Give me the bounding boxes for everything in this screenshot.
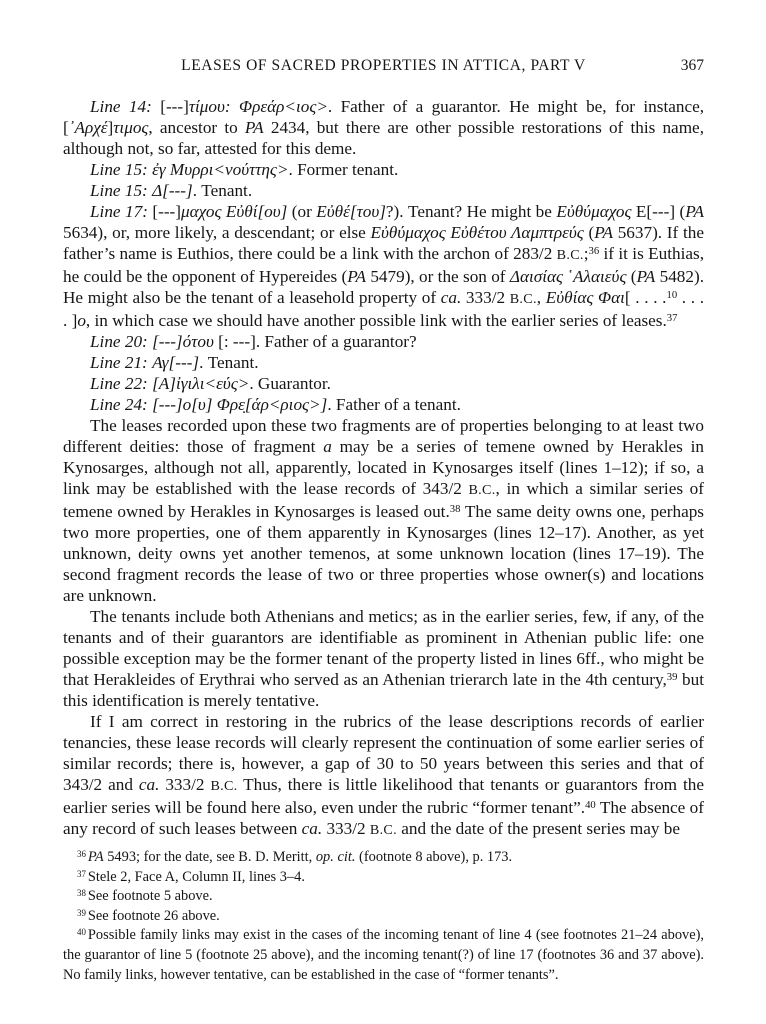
text-run: Εὐθύμαχος Εὐθέτου Λαμπτρεύς — [370, 223, 584, 242]
text-run: Thus, there is little likelihood that tenants or guarantors from the earlier series will be found here also, even under the rubric “former tenant”. — [63, 775, 704, 817]
footnote-number: 38 — [77, 888, 86, 899]
text-run: PA — [244, 118, 264, 137]
text-run: . Father of a tenant. — [327, 395, 461, 414]
text-run: 333/2 — [322, 819, 370, 838]
text-run: ο — [77, 311, 86, 330]
running-title: LEASES OF SACRED PROPERTIES IN ATTICA, PART V — [181, 57, 586, 74]
paragraph — [63, 159, 704, 180]
paragraph — [63, 331, 704, 352]
text-run: τιμος — [113, 118, 149, 137]
footnote — [63, 926, 704, 985]
footnote — [63, 887, 704, 907]
text-run: [---] — [152, 202, 181, 221]
text-run: See footnote 5 above. — [87, 888, 213, 905]
text-run: Δ[---] — [152, 181, 193, 200]
text-run: [---] — [160, 97, 189, 116]
page-header — [63, 57, 704, 76]
text-run: , in which a similar series of temene owned by Herakles in Kynosarges is leased out. — [63, 479, 704, 521]
text-run: 5479), or the son of — [365, 267, 510, 286]
text-run: B.C. — [369, 822, 397, 838]
text-run: Line 24: — [90, 395, 153, 414]
text-run: If I am correct in restoring in the rubrics of the lease descriptions records of earlier tenancies, these lease records will clearly represent the continuation of some earlier series of similar records; there is, however, a gap of 30 to 50 years between this series and that of 343/2 and — [63, 712, 704, 794]
text-run: Line 15: — [90, 181, 153, 200]
text-run: 5634), or, more likely, a descendant; or else — [63, 223, 371, 242]
text-run: ca. — [138, 775, 160, 794]
text-run: 5493; for the date, see B. D. Meritt, — [103, 849, 316, 865]
text-run: Line 20: — [90, 332, 153, 351]
paragraph — [63, 415, 704, 606]
text-run: The same deity owns one, perhaps two more properties, one of them apparently in Kynosarges (lines 12–17). Another, as yet unknown, deity owns yet another temenos, at some unknown location (lines 17–19). The second fragment records the lease of two or three properties whose owner(s) and locations are unknown. — [63, 502, 704, 605]
footnote-ref: 36 — [588, 246, 600, 258]
text-run: PA — [594, 223, 613, 242]
text-run: 2434, but there are other possible restorations of this name, although not, so far, attested for this deme. — [63, 118, 704, 158]
text-run: . Tenant. — [199, 353, 259, 372]
text-run: , ancestor to — [148, 118, 245, 137]
text-run: , in which case we should have another possible link with the earlier series of leases. — [85, 311, 667, 330]
page-content — [63, 57, 704, 985]
text-run: (or — [287, 202, 317, 221]
paragraph — [63, 711, 704, 841]
text-run: The tenants include both Athenians and metics; as in the earlier series, few, if any, of the tenants and of their guarantors are identifiable as prominent in Athenian public life: one possible exception may be the former tenant of the property listed in lines 6ff., who might be that Herakleides of Erythrai who served as an Athenian trierarch late in the 4th century, — [63, 607, 704, 689]
text-run: . Tenant. — [192, 181, 253, 200]
text-run: Line 15: — [90, 160, 153, 179]
text-run: τίμου: Φρεάρ<ιος> — [188, 97, 328, 116]
text-run: Line 22: — [90, 374, 153, 393]
text-run: [---]ότου — [152, 332, 214, 351]
text-run: 5482). He might also be the tenant of a leasehold property of — [63, 267, 704, 307]
paragraph — [63, 201, 704, 331]
text-run: . . . . ] — [63, 288, 705, 330]
text-run: Αγ[---] — [152, 353, 200, 372]
text-run: but this identification is merely tentative. — [63, 670, 704, 710]
body-paragraphs — [63, 96, 704, 841]
footnote-ref: 37 — [666, 313, 678, 325]
text-run: B.C. — [509, 291, 537, 307]
text-run: PA — [87, 849, 104, 865]
text-run: (footnote 8 above), p. 173. — [355, 849, 513, 865]
text-run: ( — [626, 267, 637, 286]
text-run: B.C. — [210, 778, 238, 794]
paragraph — [63, 96, 704, 159]
text-run: 333/2 — [159, 775, 211, 794]
footnote — [63, 868, 704, 888]
page-number: 367 — [680, 57, 704, 74]
text-run: Ε[---] ( — [631, 202, 686, 221]
footnote-number: 36 — [77, 848, 86, 859]
text-run: PA — [685, 202, 705, 221]
text-run: The leases recorded upon these two fragments are of properties belonging to at least two different deities: those of fragment — [63, 416, 704, 456]
text-run: ca. — [301, 819, 323, 838]
text-run: The absence of any record of such leases between — [63, 798, 704, 838]
paragraph — [63, 394, 704, 415]
text-run: Εὐθύμαχος — [556, 202, 632, 221]
text-run: . Father of a guarantor. He might be, for instance, [ — [63, 97, 705, 137]
footnote-number: 39 — [77, 907, 86, 918]
footnote-ref: 40 — [585, 800, 596, 812]
text-run: Line 21: — [90, 353, 153, 372]
paragraph — [63, 606, 704, 711]
text-run: [ . . . . — [624, 288, 667, 307]
footnotes-section — [63, 848, 704, 985]
text-run: Line 17: — [90, 202, 153, 221]
footnote — [63, 848, 704, 868]
footnote — [63, 907, 704, 927]
text-run: may be a series of temene owned by Herakles in Kynosarges, although not all, apparently, located in Kynosarges itself (lines 1–12); if so, a link may be established with the lease records of 343/2 — [63, 437, 704, 498]
text-run: 333/2 — [461, 288, 510, 307]
text-run: ( — [583, 223, 595, 242]
text-run: ; — [583, 244, 589, 263]
text-run: μαχος Εὐθί[ου] — [181, 202, 288, 221]
text-run: Possible family links may exist in the cases of the incoming tenant of line 4 (see footnotes 21–24 above), the guarantor of line 5 (footnote 25 above), and the incoming tenant(?) of line 17 (footnotes 36 and 37 above). No family links, however tentative, can be established in the case of “former tenants”. — [63, 927, 704, 983]
text-run: if it is Euthias, he could be the opponent of Hypereides ( — [63, 244, 704, 286]
text-run: ca. — [440, 288, 462, 307]
text-run: Εὐθέ[του] — [316, 202, 386, 221]
text-run: PA — [636, 267, 656, 286]
text-run: [---]ο[υ] Φρε̣[άρ<ριος>] — [152, 395, 328, 414]
footnote-number: 40 — [77, 927, 86, 938]
paragraph — [63, 352, 704, 373]
text-run: op. cit. — [315, 849, 356, 865]
text-run: PA — [347, 267, 366, 286]
text-run: 5637). If the father’s name is Euthios, there could be a link with the archon of 283/2 — [63, 223, 704, 263]
footnote-ref: 10 — [666, 290, 678, 302]
text-run: . Former tenant. — [288, 160, 399, 179]
text-run: a — [323, 437, 332, 456]
text-run: Line 14: — [90, 97, 161, 116]
paragraph — [63, 373, 704, 394]
text-run: , — [536, 288, 546, 307]
text-run: . Guarantor. — [249, 374, 331, 393]
text-run: ?). Tenant? He might be — [385, 202, 557, 221]
text-run: B.C. — [468, 482, 496, 498]
text-run: Δαισίας ῾Αλαιεύς — [509, 267, 627, 286]
text-run: ἐγ Μυρρι<νούττης> — [152, 160, 289, 179]
text-run: ᾿Αρχέ — [68, 118, 108, 137]
paragraph — [63, 180, 704, 201]
footnote-ref: 38 — [449, 504, 461, 516]
text-run: [Α]ἰγιλι<εύς> — [152, 374, 250, 393]
text-run: B.C. — [556, 247, 584, 263]
text-run: Stele 2, Face A, Column II, lines 3–4. — [87, 868, 305, 885]
text-run: Εὐθίας Φαι — [545, 288, 625, 307]
text-run: [: ---]. Father of a guarantor? — [213, 332, 417, 351]
text-run: See footnote 26 above. — [87, 907, 220, 924]
text-run: ] — [107, 118, 114, 137]
footnote-ref: 39 — [666, 672, 678, 684]
text-run: and the date of the present series may be — [396, 819, 680, 838]
footnote-number: 37 — [77, 868, 86, 879]
